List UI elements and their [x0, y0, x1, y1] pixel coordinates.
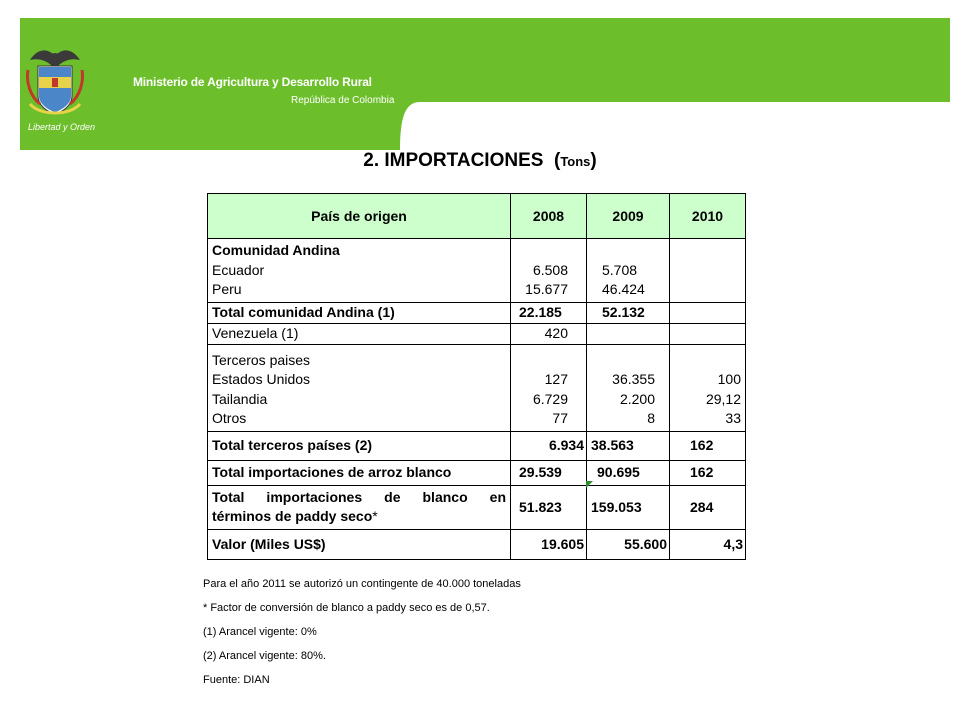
table-row-valor: [208, 529, 746, 559]
country-label: Tailandia: [212, 390, 268, 407]
row-label: Total importaciones de arroz blanco: [208, 460, 511, 485]
col-header-2010: 2010: [670, 194, 746, 239]
footnote: (1) Arancel vigente: 0%: [203, 626, 317, 638]
table-cell: 5.708: [602, 261, 638, 278]
country-label: Estados Unidos: [212, 371, 311, 387]
imports-table: [207, 193, 746, 560]
row-label: Valor (Miles US$): [208, 529, 511, 559]
table-row-total-paddy: [208, 485, 746, 529]
table-cell: 15.677: [525, 281, 568, 297]
table-cell: 8: [647, 410, 655, 426]
country-label: Ecuador: [212, 261, 265, 278]
table-cell: 2.200: [619, 390, 655, 407]
table-cell: 159.053: [587, 485, 670, 529]
footnote: Para el año 2011 se autorizó un contingente de 40.000 toneladas: [203, 578, 521, 590]
table-row-terceros: [208, 344, 746, 431]
comment-marker-icon: [586, 481, 593, 488]
footnote: * Factor de conversión de blanco a paddy seco es de 0,57.: [203, 602, 490, 614]
section-heading: Comunidad Andina: [212, 242, 340, 258]
table-row-total-blanco: [208, 460, 746, 485]
logo-caption: Libertad y Orden: [28, 122, 96, 132]
section-heading: Terceros paises: [212, 351, 311, 368]
table-cell: 100: [717, 371, 741, 387]
table-cell: 33: [725, 410, 741, 426]
table-cell: 127: [544, 371, 568, 387]
footnote: (2) Arancel vigente: 80%.: [203, 650, 326, 662]
row-label: Total comunidad Andina (1): [208, 302, 511, 323]
row-label: Total importaciones de blanco en: [212, 488, 506, 505]
footnote: Fuente: DIAN: [203, 674, 270, 686]
table-cell: 162: [670, 460, 746, 485]
footnotes: [203, 578, 521, 698]
table-cell: [670, 323, 746, 344]
ministry-name: Ministerio de Agricultura y Desarrollo Rural: [133, 75, 372, 89]
col-header-2008: 2008: [511, 194, 587, 239]
country-label: Otros: [212, 410, 247, 426]
title-text: 2. IMPORTACIONES: [363, 150, 544, 171]
table-cell: 36.355: [612, 371, 655, 387]
table-cell: 51.823: [511, 485, 587, 529]
table-cell: 6.729: [532, 390, 568, 407]
table-cell: 420: [511, 323, 587, 344]
row-label: términos de paddy seco: [212, 508, 373, 524]
table-row-venezuela: [208, 323, 746, 344]
country-name: República de Colombia: [291, 95, 395, 106]
table-cell: 52.132: [587, 302, 670, 323]
table-cell: 22.185: [511, 302, 587, 323]
page-title: 2. IMPORTACIONES (Tons): [363, 150, 597, 171]
table-cell: [670, 239, 746, 303]
row-label: Total terceros países (2): [208, 431, 511, 460]
table-cell: 38.563: [587, 431, 670, 460]
table-cell: 55.600: [587, 529, 670, 559]
table-row-total-ca: [208, 302, 746, 323]
col-header-origin: País de origen: [208, 194, 511, 239]
table-cell: 6.508: [532, 261, 568, 278]
row-label: Venezuela (1): [208, 323, 511, 344]
table-cell: 284: [670, 485, 746, 529]
table-cell: 4,3: [670, 529, 746, 559]
table-row-total-terceros: [208, 431, 746, 460]
table-cell: [587, 323, 670, 344]
table-cell: 90.695: [587, 460, 670, 485]
col-header-2009: 2009: [587, 194, 670, 239]
title-unit: Tons: [560, 154, 591, 169]
table-cell: 6.934: [511, 431, 587, 460]
table-cell: 77: [552, 410, 568, 426]
table-cell: 162: [670, 431, 746, 460]
table-cell: 29,12: [705, 390, 741, 407]
table-cell: 29.539: [511, 460, 587, 485]
asterisk-mark: *: [372, 508, 378, 524]
table-cell: 46.424: [602, 281, 645, 297]
table-cell: [670, 302, 746, 323]
country-label: Peru: [212, 281, 242, 297]
table-cell: 19.605: [511, 529, 587, 559]
table-header-row: [208, 194, 746, 239]
table-row-comunidad-andina: [208, 239, 746, 303]
